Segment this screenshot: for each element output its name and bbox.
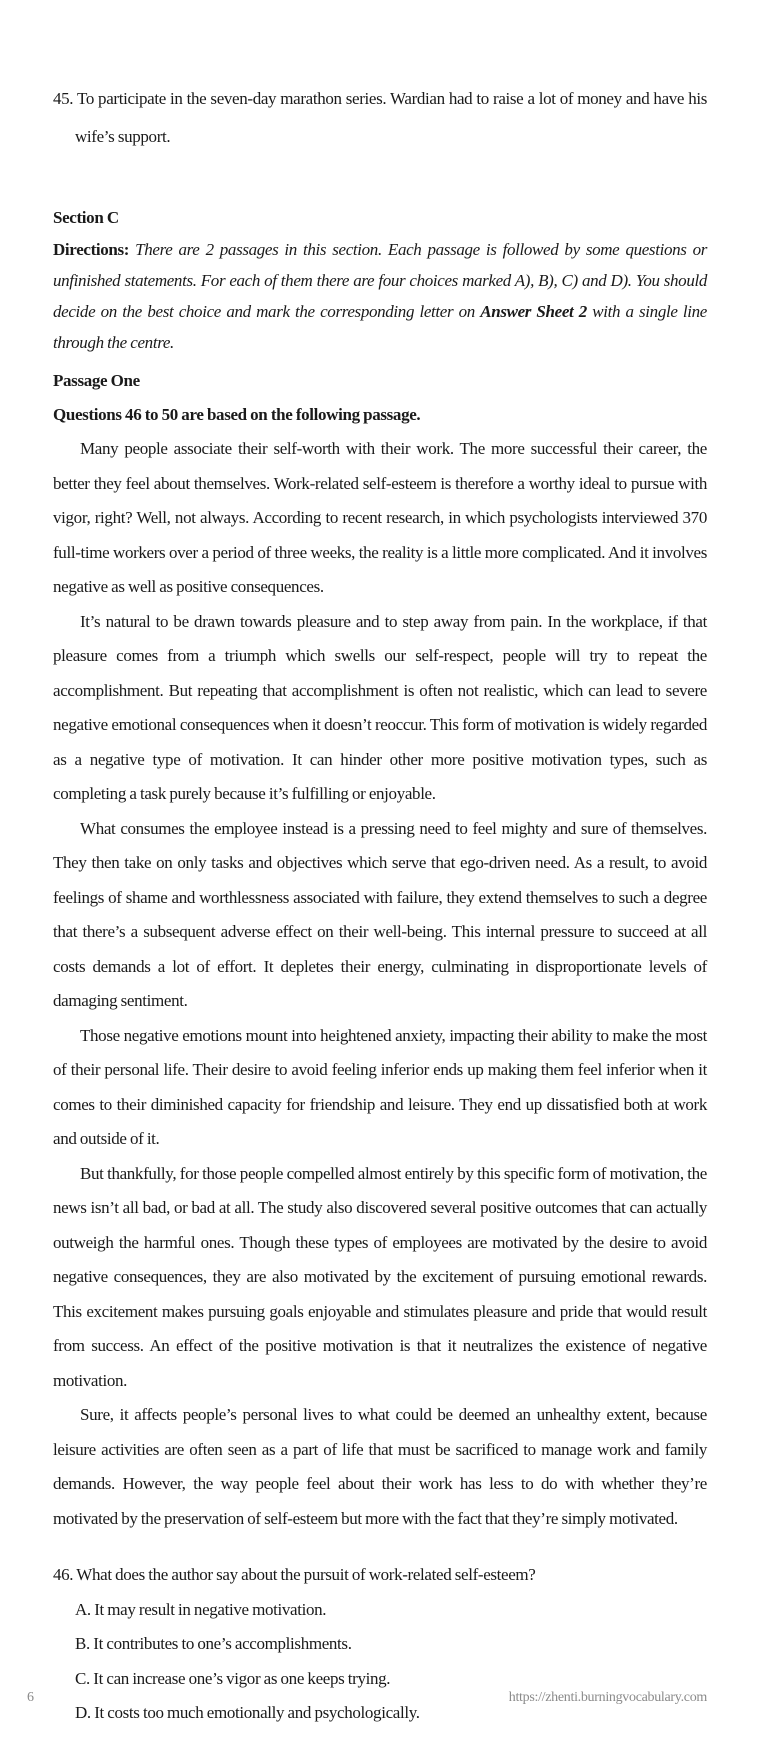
answer-option-a: A. It may result in negative motivation. bbox=[75, 1599, 327, 1619]
page-number: 6 bbox=[27, 1690, 34, 1705]
passage-paragraph: But thankfully, for those people compelled almost entirely by this specific form of motivation, the news isn’t all bad, or bad at all. The study also discovered several positive outcomes that can actually outweigh the harmful ones. Though these types of employees are motivated by the desire to avoid negative consequences, they are also motivated by the excitement of pursuing emotional rewards. This excitement makes pursuing goals enjoyable and stimulates pleasure and pride that would result from success. An effect of the positive motivation is that it neutralizes the existence of negative motivation. bbox=[53, 1163, 707, 1390]
passage-paragraph: Sure, it affects people’s personal lives to what could be deemed an unhealthy extent, because leisure activities are often seen as a part of life that must be sacrificed to manage work and family demands. However, the way people feel about their work has less to do with whether they’re motivated by the preservation of self-esteem but more with the fact that they’re simply motivated. bbox=[53, 1405, 707, 1528]
answer-option-d: D. It costs too much emotionally and psychologically. bbox=[75, 1703, 420, 1722]
passage-paragraph: Many people associate their self-worth with their work. The more successful their career, the better they feel about themselves. Work-related self-esteem is therefore a worthy ideal to pursue with vigor, right? Well, not always. According to recent research, in which psychologists interviewed 370 full-time workers over a period of three weeks, the reality is a little more complicated. And it involves negative as well as positive consequences. bbox=[53, 439, 707, 596]
directions-label: Directions: bbox=[53, 240, 130, 259]
passage-paragraph: It’s natural to be drawn towards pleasure and to step away from pain. In the workplace, if that pleasure comes from a triumph which swells our self-respect, people will try to repeat the accomplishment. But repeating that accomplishment is often not realistic, which can lead to severe negative emotional consequences when it doesn’t reoccur. This form of motivation is widely regarded as a negative type of motivation. It can hinder other more positive motivation types, such as completing a task purely because it’s fulfilling or enjoyable. bbox=[53, 611, 707, 803]
directions-text-2: with a single line through the centre. bbox=[53, 302, 707, 352]
footer-url: https://zhenti.burningvocabulary.com bbox=[508, 1690, 707, 1705]
section-title: Section C bbox=[53, 208, 119, 227]
directions bbox=[53, 234, 707, 358]
passage-title: Passage One bbox=[53, 371, 140, 390]
answer-option-b: B. It contributes to one’s accomplishments. bbox=[75, 1634, 352, 1653]
page-content bbox=[53, 80, 707, 1731]
answer-option-c: C. It can increase one’s vigor as one keeps trying. bbox=[75, 1668, 391, 1688]
question-46-stem: 46. What does the author say about the pursuit of work-related self-esteem? bbox=[53, 1565, 536, 1584]
directions-text-1: There are 2 passages in this section. Each passage is followed by some questions or unfinished statements. For each of them there are four choices marked A), B), C) and D). You should decide on the best choice and mark the corresponding letter on bbox=[53, 240, 707, 321]
passage-paragraph: Those negative emotions mount into heightened anxiety, impacting their ability to make the most of their personal life. Their desire to avoid feeling inferior ends up making them feel inferior when it comes to their diminished capacity for friendship and leisure. They end up dissatisfied both at work and outside of it. bbox=[53, 1025, 707, 1148]
answer-sheet-label: Answer Sheet 2 bbox=[480, 302, 587, 321]
passage-paragraph: What consumes the employee instead is a pressing need to feel mighty and sure of themselves. They then take on only tasks and objectives which serve that ego-driven need. As a result, to avoid feelings of shame and worthlessness associated with failure, they extend themselves to such a degree that there’s a subsequent adverse effect on their well-being. This internal pressure to succeed at all costs demands a lot of effort. It depletes their energy, culminating in disproportionate levels of damaging sentiment. bbox=[53, 818, 707, 1010]
question-45: 45. To participate in the seven-day marathon series. Wardian had to raise a lot of money and have his wife’s support. bbox=[53, 89, 707, 146]
question-range: Questions 46 to 50 are based on the following passage. bbox=[53, 405, 421, 424]
